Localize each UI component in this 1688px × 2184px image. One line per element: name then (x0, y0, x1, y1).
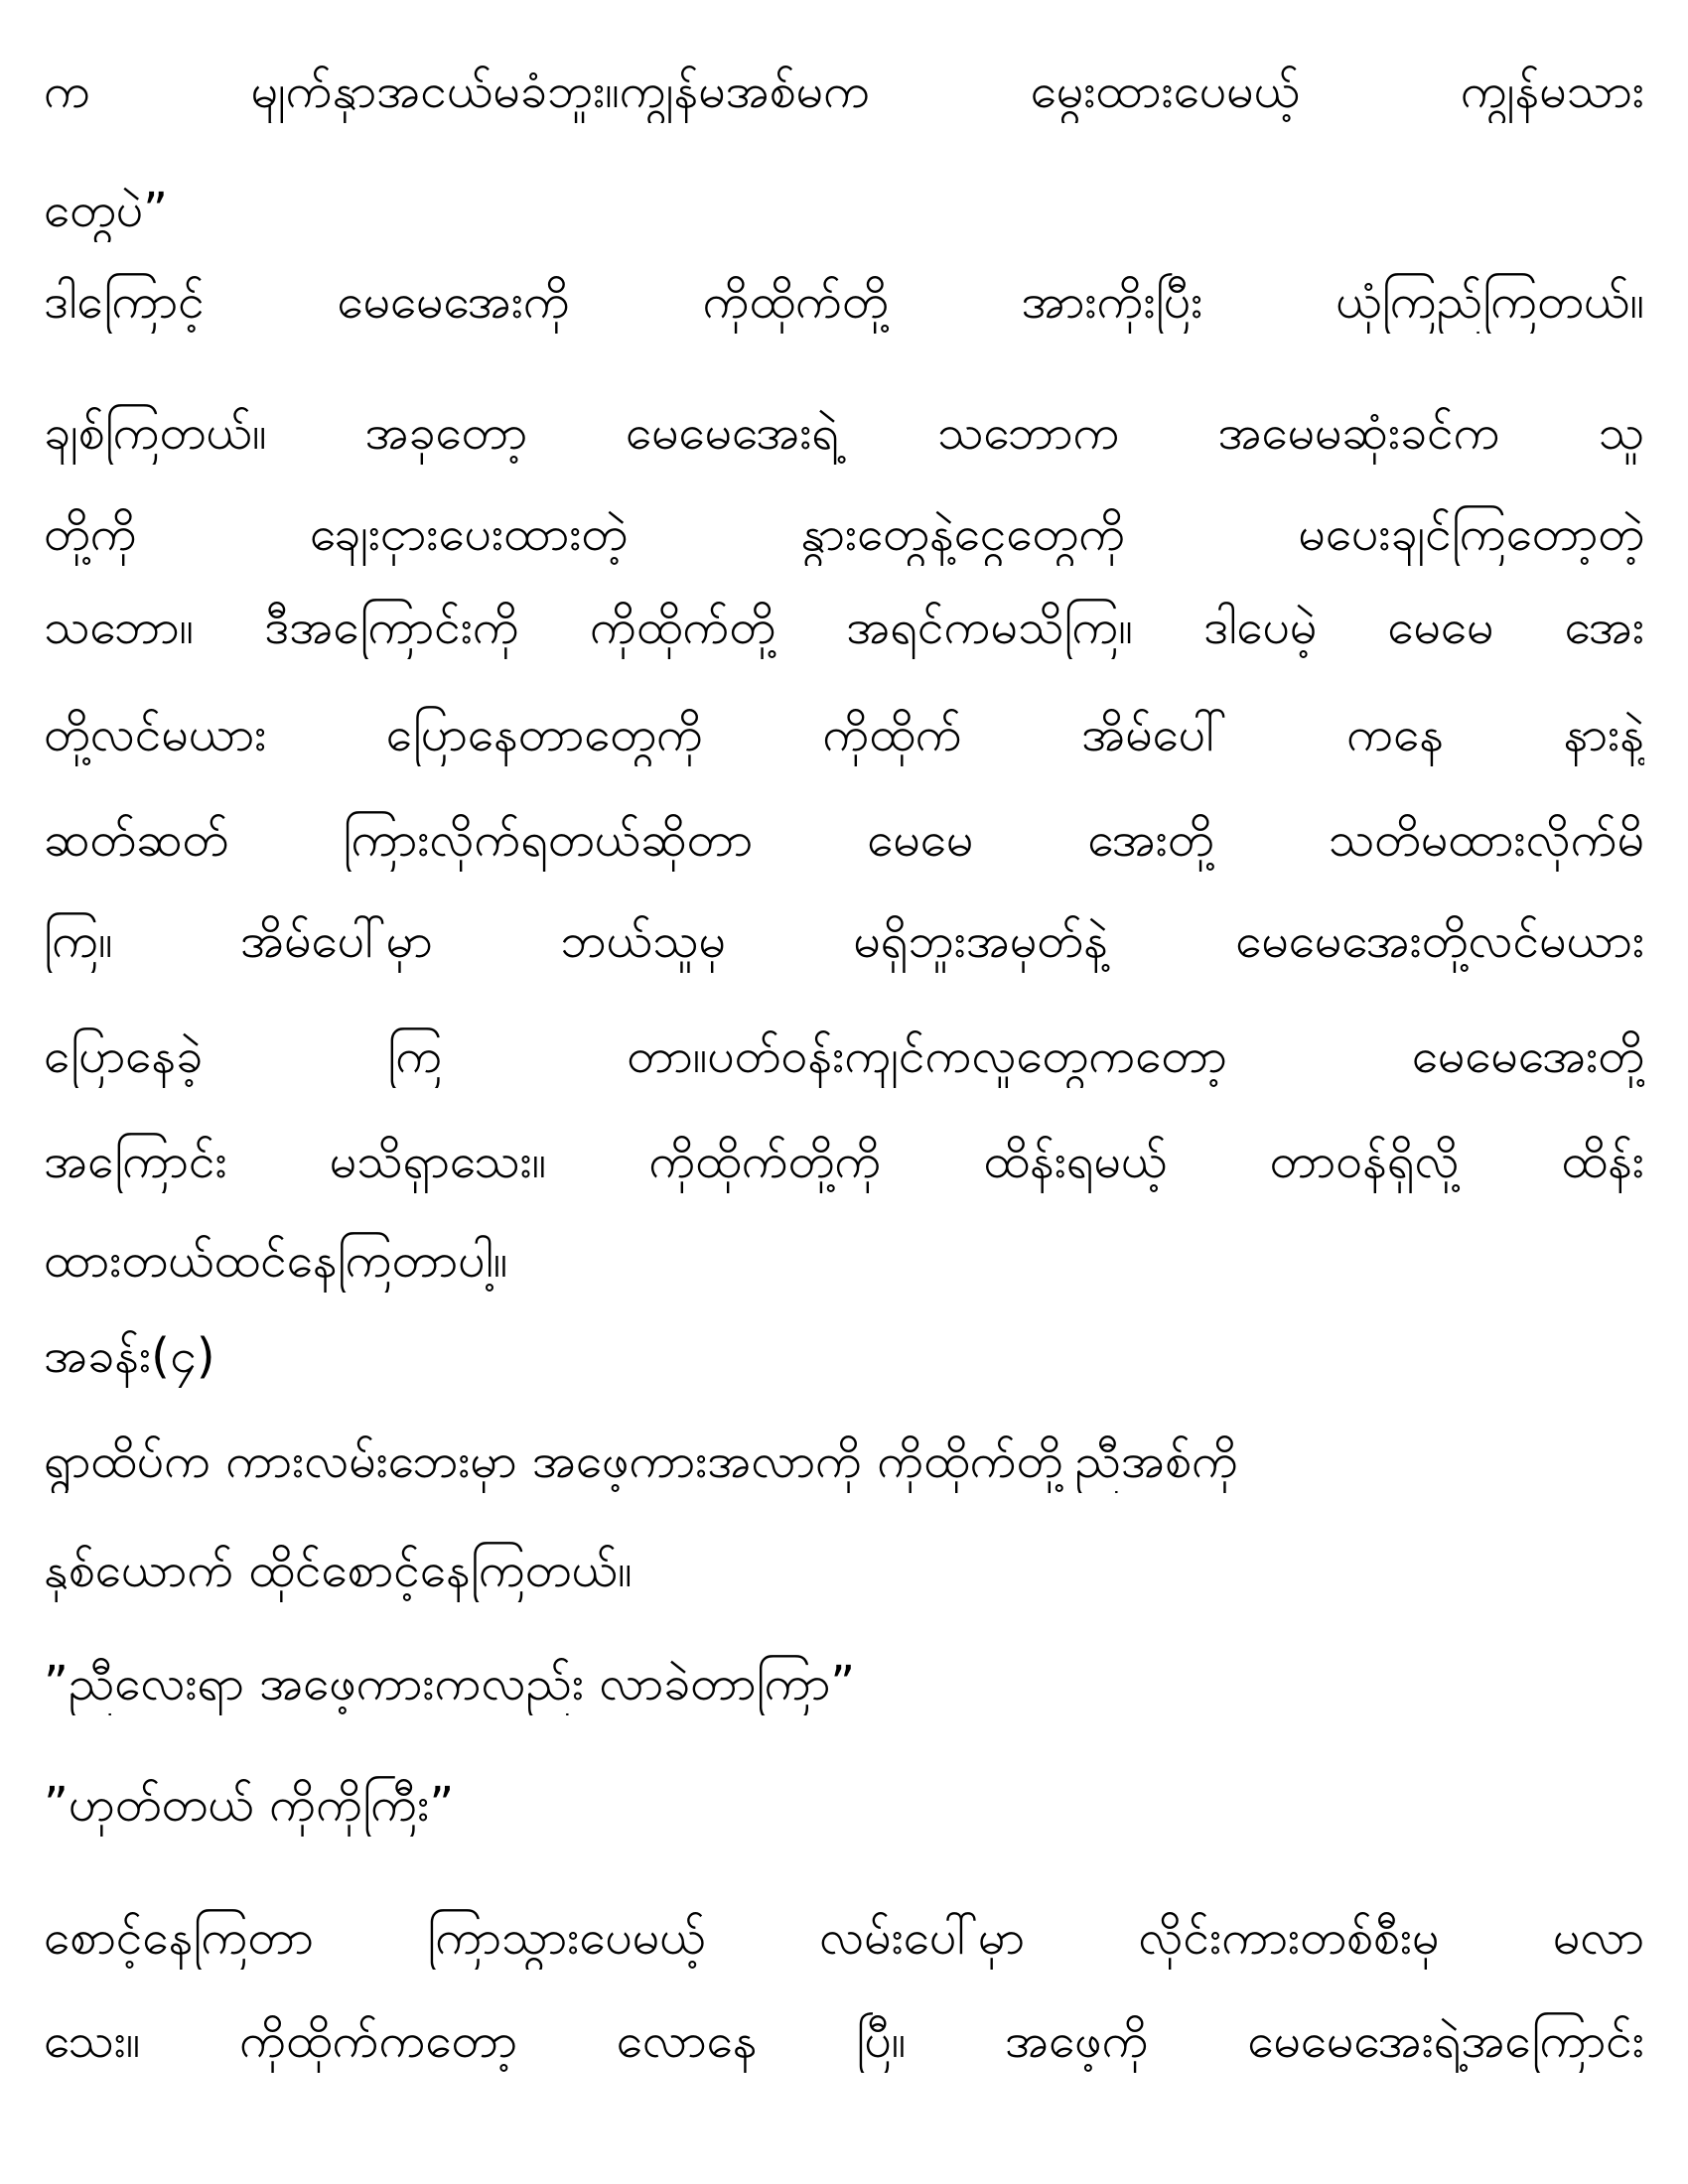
text-line-5: တို့ကို ချေးငှားပေးထားတဲ့ နွားတွေနဲ့ငွေတွေကို မပေးချင်ကြတော့တဲ့ (44, 506, 1644, 562)
text-line-16: ”ညီလေးရာ အဖေ့ကားကလည်း လာခဲတာကြာ” (44, 1656, 856, 1711)
text-line-6: သဘော။ ဒီအကြောင်းကို ကိုထိုက်တို့ အရင်ကမသိကြ။ ဒါပေမဲ့ မေမေ အေး (44, 600, 1644, 655)
text-line-3: ဒါကြောင့် မေမေအေးကို ကိုထိုက်တို့ အားကိုးပြီး ယုံကြည်ကြတယ်။ (44, 274, 1644, 330)
chapter-heading: အခန်း(၄) (44, 1328, 215, 1384)
text-line-2: တွေပဲ” (44, 183, 169, 238)
text-line-4: ချစ်ကြတယ်။ အခုတော့ မေမေအေးရဲ့ သဘောက အမေမဆုံးခင်က သူ (44, 405, 1644, 461)
text-line-12: ထားတယ်ထင်နေကြတာပါ့။ (44, 1233, 508, 1289)
text-line-18: စောင့်နေကြတာ ကြာသွားပေမယ့် လမ်းပေါ်မှာ လိုင်းကားတစ်စီးမှ မလာ (44, 1910, 1644, 1966)
text-line-8: ဆတ်ဆတ် ကြားလိုက်ရတယ်ဆိုတာ မေမေ အေးတို့ သတိမထားလိုက်မိ (44, 812, 1644, 868)
text-line-10: ပြောနေခဲ့ ကြ တာ။ပတ်ဝန်းကျင်ကလူတွေကတော့ မေမေအေးတို့ (44, 1028, 1644, 1084)
text-line-17: ”ဟုတ်တယ် ကိုကိုကြီး” (44, 1777, 455, 1833)
text-line-7: တို့လင်မယား ပြောနေတာတွေကို ကိုထိုက် အိမ်ပေါ် ကနေ နားနဲ့ (44, 707, 1644, 762)
text-line-11: အကြောင်း မသိရှာသေး။ ကိုထိုက်တို့ကို ထိန်းရမယ့် တာဝန်ရှိလို့ ထိန်း (44, 1134, 1644, 1189)
text-line-14: ရွာထိပ်က ကားလမ်းဘေးမှာ အဖေ့ကားအလာကို ကိုထိုက်တို့ညီအစ်ကို (44, 1433, 1238, 1489)
text-line-9: ကြ။ အိမ်ပေါ်မှာ ဘယ်သူမှ မရှိဘူးအမှတ်နဲ့ မေမေအေးတို့လင်မယား (44, 913, 1644, 969)
text-line-15: နှစ်ယောက် ထိုင်စောင့်နေကြတယ်။ (44, 1543, 633, 1598)
text-line-19: သေး။ ကိုထိုက်ကတော့ လောနေ ပြီ။ အဖေ့ကို မေမေအေးရဲ့အကြောင်း (44, 2013, 1644, 2069)
text-line-1: က မျက်နှာအငယ်မခံဘူး။ကျွန်မအစ်မက မွေးထားပေမယ့် ကျွန်မသား (44, 64, 1644, 119)
